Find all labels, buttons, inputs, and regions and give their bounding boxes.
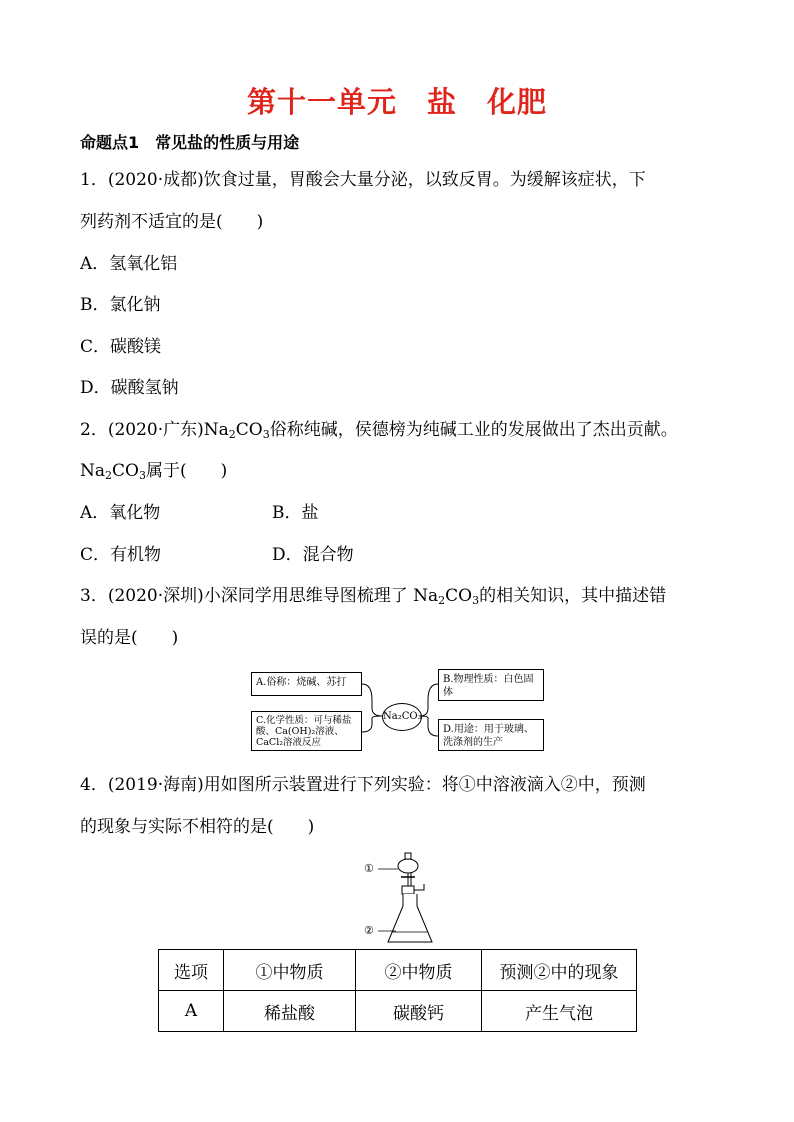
apparatus-label-1: ①	[364, 862, 374, 875]
table-header-cell: ①中物质	[224, 950, 356, 991]
q4-stem-line2: 的现象与实际不相符的是( )	[80, 817, 315, 837]
table-header-cell: ②中物质	[356, 950, 482, 991]
q2-stem-line1: 2．(2020·广东)$Na_2CO_3$俗称纯碱，侯德榜为纯碱工业的发展做出了杰出贡献。	[80, 420, 678, 441]
q1-stem-line2: 列药剂不适宜的是( )	[80, 212, 264, 232]
q4-stem-line1: 4．(2019·海南)用如图所示装置进行下列实验：将①中溶液滴入②中，预测	[80, 775, 646, 795]
mind-map-box-a: A.俗称：烧碱、苏打	[251, 672, 362, 696]
apparatus-label-2: ②	[364, 924, 374, 937]
mind-map-box-b: B.物理性质：白色固体	[438, 669, 544, 701]
section-heading: 命题点1 常见盐的性质与用途	[80, 133, 300, 152]
q3-stem-line1: 3．(2020·深圳)小深同学用思维导图梳理了 $Na_2CO_3$的相关知识，其中描述错	[80, 586, 667, 607]
table-header-cell: 选项	[159, 950, 224, 991]
options-table	[158, 949, 637, 1032]
table-header-row	[159, 950, 637, 991]
q2-stem-line2: $Na_2CO_3$属于( )	[80, 461, 228, 482]
mind-map-box-d: D.用途：用于玻璃、洗涤剂的生产	[438, 719, 544, 751]
table-cell: 产生气泡	[482, 991, 637, 1032]
q2-option-c: C．有机物	[80, 545, 162, 565]
q2-option-d: D．混合物	[272, 545, 354, 565]
q3-stem-line2: 误的是( )	[80, 628, 179, 648]
q1-stem-line1: 1．(2020·成都)饮食过量，胃酸会大量分泌，以致反胃。为缓解该症状，下	[80, 170, 646, 190]
q1-option-d: D．碳酸氢钠	[80, 378, 179, 398]
q1-option-b: B．氯化钠	[80, 295, 161, 315]
page-title: 第十一单元 盐 化肥	[246, 85, 547, 119]
table-row	[159, 991, 637, 1032]
table-cell: 碳酸钙	[356, 991, 482, 1032]
q1-option-c: C．碳酸镁	[80, 337, 162, 357]
table-cell: 稀盐酸	[224, 991, 356, 1032]
table-cell: A	[159, 991, 224, 1032]
mind-map-box-c: C.化学性质：可与稀盐酸、Ca(OH)₂溶液、CaCl₂溶液反应	[251, 711, 362, 751]
table-header-cell: 预测②中的现象	[482, 950, 637, 991]
q2-option-b: B．盐	[272, 503, 319, 523]
q2-option-a: A．氧化物	[80, 503, 161, 523]
mind-map-center-node: Na₂CO₃	[382, 703, 422, 731]
q1-option-a: A．氢氧化铝	[80, 254, 178, 274]
